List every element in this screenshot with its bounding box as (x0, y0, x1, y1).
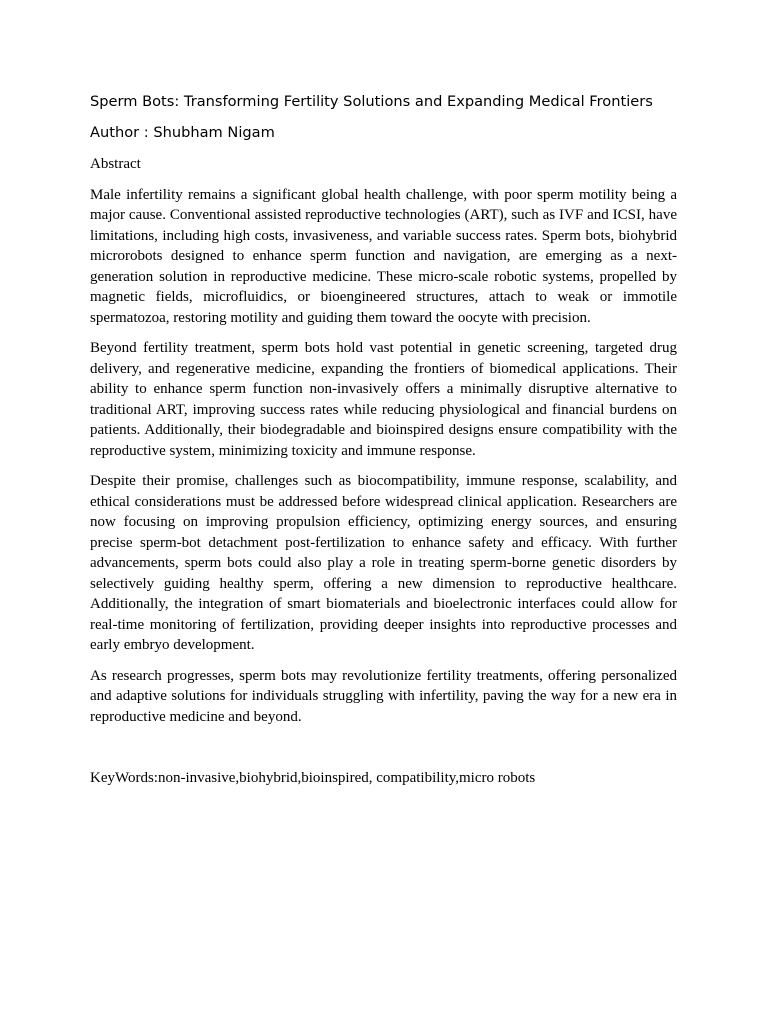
abstract-heading: Abstract (90, 156, 141, 172)
keywords-line: KeyWords:non-invasive,biohybrid,bioinspired, compatibility,micro robots (90, 770, 536, 786)
abstract-paragraph-3: Despite their promise, challenges such as biocompatibility, immune response, scalability, and ethical considerations must be addressed before widespread clinical application. Researchers are now focusing on improving propulsion efficiency, optimizing energy sources, and ensuring precise sperm-bot detachment post-fertilization to enhance safety and efficacy. With further advancements, sperm bots could also play a role in treating sperm-borne genetic disorders by selectively guiding healthy sperm, offering a new dimension to reproductive healthcare. Additionally, the integration of smart biomaterials and bioelectronic interfaces could allow for real-time monitoring of fertilization, providing deeper insights into reproductive processes and early embryo development. (90, 473, 677, 653)
abstract-paragraph-4: As research progresses, sperm bots may revolutionize fertility treatments, offering personalized and adaptive solutions for individuals struggling with infertility, paving the way for a new era in reproductive medicine and beyond. (90, 667, 677, 725)
abstract-paragraph-2: Beyond fertility treatment, sperm bots hold vast potential in genetic screening, targeted drug delivery, and regenerative medicine, expanding the frontiers of biomedical applications. Their ability to enhance sperm function non-invasively offers a minimally disruptive alternative to traditional ART, improving success rates while reducing physiological and financial burdens on patients. Additionally, their biodegradable and bioinspired designs ensure compatibility with the reproductive system, minimizing toxicity and immune response. (90, 340, 677, 459)
abstract-paragraph-1: Male infertility remains a significant global health challenge, with poor sperm motility being a major cause. Conventional assisted reproductive technologies (ART), such as IVF and ICSI, have limitations, including high costs, invasiveness, and variable success rates. Sperm bots, biohybrid microrobots designed to enhance sperm function and navigation, are emerging as a next-generation solution in reproductive medicine. These micro-scale robotic systems, propelled by magnetic fields, microfluidics, or bioengineered structures, attach to weak or immotile spermatozoa, restoring motility and guiding them toward the oocyte with precision. (90, 186, 677, 326)
author-line: Author : Shubham Nigam (90, 124, 275, 141)
document-page (90, 92, 677, 789)
paper-title: Sperm Bots: Transforming Fertility Solutions and Expanding Medical Frontiers (90, 93, 653, 110)
